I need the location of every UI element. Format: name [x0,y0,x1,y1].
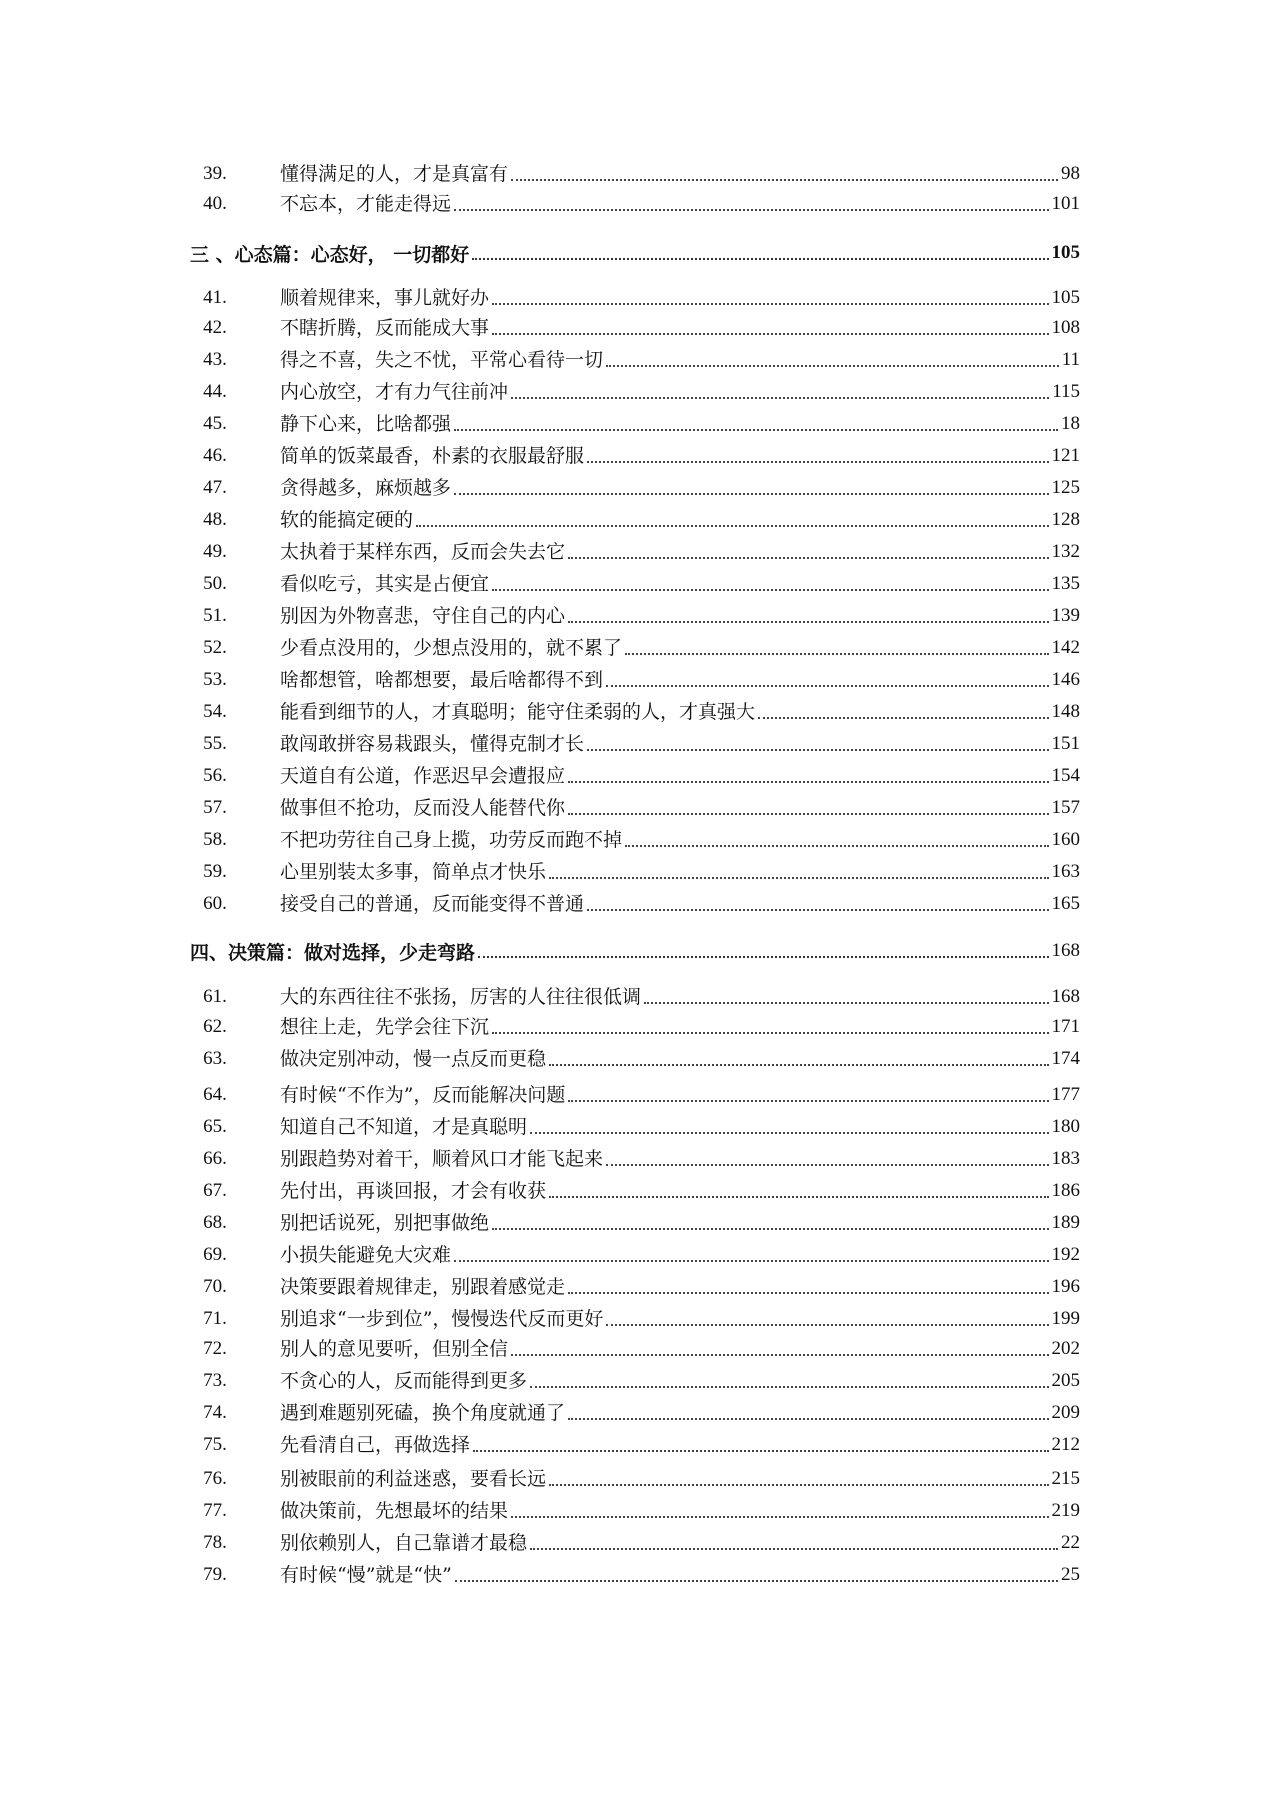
entry-title: 遇到难题别死磕，换个角度就通了 [280,1402,566,1424]
toc-entry [190,570,1080,598]
entry-number: 58. [203,829,227,850]
dot-leader [568,621,1048,623]
entry-title: 少看点没用的，少想点没用的，就不累了 [280,637,623,659]
entry-number: 74. [203,1402,227,1423]
entry-number: 67. [203,1180,227,1201]
toc-entry [190,634,1080,662]
dot-leader [568,1292,1048,1294]
entry-title: 大的东西往往不张扬，厉害的人往往很低调 [280,986,642,1008]
dot-leader [530,1548,1058,1550]
toc-entry [190,314,1080,342]
page-number: 151 [1051,733,1080,754]
dot-leader [511,1516,1048,1518]
dot-leader [644,1002,1048,1004]
toc-entry [190,1241,1080,1269]
dot-leader [511,1354,1048,1356]
toc-entry [190,1045,1080,1073]
entry-title: 别因为外物喜悲，守住自己的内心 [280,605,566,627]
toc-entry [190,983,1080,1011]
dot-leader [625,845,1048,847]
toc-section-heading [190,238,1080,268]
entry-title: 内心放空，才有力气往前冲 [280,381,509,403]
entry-number: 44. [203,381,227,402]
dot-leader [568,1100,1048,1102]
dot-leader [587,461,1048,463]
dot-leader [492,1228,1048,1230]
dot-leader [472,258,1048,260]
dot-leader [587,909,1048,911]
page-number: 146 [1051,669,1080,690]
dot-leader [568,781,1048,783]
entry-title: 不瞎折腾，反而能成大事 [280,317,490,339]
page-number: 128 [1051,509,1080,530]
dot-leader [568,557,1048,559]
toc-entry [190,1431,1080,1459]
page-number: 177 [1051,1084,1080,1105]
entry-title: 天道自有公道，作恶迟早会遭报应 [280,765,566,787]
dot-leader [549,1196,1048,1198]
toc-entry [190,1529,1080,1557]
page-number: 212 [1051,1434,1080,1455]
page-number: 202 [1051,1338,1080,1359]
page-number: 148 [1051,701,1080,722]
entry-number: 79. [203,1564,227,1585]
dot-leader [492,303,1048,305]
dot-leader [568,1418,1048,1420]
toc-entry [190,794,1080,822]
entry-title: 别追求“一步到位”，慢慢迭代反而更好 [280,1308,604,1330]
toc-entry [190,666,1080,694]
entry-title: 有时候“慢”就是“快” [280,1564,452,1586]
dot-leader [492,1032,1048,1034]
toc-entry [190,730,1080,758]
page-number: 105 [1051,242,1080,263]
page-number: 186 [1051,1180,1080,1201]
page-number: 22 [1061,1532,1080,1553]
toc-entry [190,762,1080,790]
entry-number: 64. [203,1084,227,1105]
page-number: 205 [1051,1370,1080,1391]
entry-title: 有时候“不作为”，反而能解决问题 [280,1084,566,1106]
entry-number: 43. [203,349,227,370]
page-number: 115 [1052,381,1080,402]
toc-entry [190,1273,1080,1301]
toc-entry [190,160,1080,188]
dot-leader [606,1164,1048,1166]
toc-entry [190,1399,1080,1427]
entry-title: 别把话说死，别把事做绝 [280,1212,490,1234]
toc-entry [190,602,1080,630]
entry-title: 太执着于某样东西，反而会失去它 [280,541,566,563]
entry-title: 别人的意见要听，但别全信 [280,1338,509,1360]
dot-leader [454,209,1048,211]
dot-leader [478,956,1048,958]
entry-title: 不把功劳往自己身上揽，功劳反而跑不掉 [280,829,623,851]
entry-title: 顺着规律来，事儿就好办 [280,287,490,309]
entry-title: 先看清自己，再做选择 [280,1434,471,1456]
page-number: 139 [1051,605,1080,626]
toc-entry [190,698,1080,726]
page-number: 183 [1051,1148,1080,1169]
dot-leader [549,1064,1048,1066]
entry-number: 56. [203,765,227,786]
toc-section-heading [190,936,1080,966]
section-title: 四、决策篇：做对选择，少走弯路 [190,941,476,964]
entry-number: 66. [203,1148,227,1169]
entry-number: 62. [203,1016,227,1037]
entry-number: 41. [203,287,227,308]
entry-number: 39. [203,163,227,184]
page-number: 168 [1051,986,1080,1007]
toc-entry [190,378,1080,406]
entry-number: 76. [203,1468,227,1489]
page-number: 196 [1051,1276,1080,1297]
page-number: 215 [1051,1468,1080,1489]
toc-entry [190,284,1080,312]
entry-title: 能看到细节的人，才真聪明；能守住柔弱的人，才真强大 [280,701,756,723]
entry-title: 懂得满足的人，才是真富有 [280,163,509,185]
entry-number: 75. [203,1434,227,1455]
entry-title: 看似吃亏，其实是占便宜 [280,573,490,595]
entry-number: 40. [203,193,227,214]
entry-number: 71. [203,1308,227,1329]
entry-title: 贪得越多，麻烦越多 [280,477,452,499]
entry-number: 46. [203,445,227,466]
entry-title: 别依赖别人，自己靠谱才最稳 [280,1532,528,1554]
entry-number: 52. [203,637,227,658]
dot-leader [530,1386,1048,1388]
dot-leader [606,1324,1048,1326]
page-number: 168 [1051,940,1080,961]
dot-leader [416,525,1048,527]
entry-title: 别被眼前的利益迷惑，要看长远 [280,1468,547,1490]
entry-title: 决策要跟着规律走，别跟着感觉走 [280,1276,566,1298]
entry-number: 78. [203,1532,227,1553]
entry-number: 53. [203,669,227,690]
page-number: 154 [1051,765,1080,786]
page-number: 108 [1051,317,1080,338]
dot-leader [530,1132,1048,1134]
entry-number: 73. [203,1370,227,1391]
toc-entry [190,1335,1080,1363]
toc-entry [190,1497,1080,1525]
toc-entry [190,826,1080,854]
toc-entry [190,1013,1080,1041]
dot-leader [454,1260,1048,1262]
toc-entry [190,506,1080,534]
entry-number: 47. [203,477,227,498]
entry-title: 心里别装太多事，简单点才快乐 [280,861,547,883]
entry-title: 做决策前，先想最坏的结果 [280,1500,509,1522]
page-number: 11 [1061,349,1080,370]
toc-entry [190,346,1080,374]
toc-entry [190,538,1080,566]
page-number: 192 [1051,1244,1080,1265]
toc-entry [190,190,1080,218]
entry-number: 68. [203,1212,227,1233]
dot-leader [568,813,1048,815]
entry-number: 50. [203,573,227,594]
dot-leader [549,1484,1048,1486]
entry-title: 做决定别冲动，慢一点反而更稳 [280,1048,547,1070]
page-number: 101 [1051,193,1080,214]
entry-title: 接受自己的普通，反而能变得不普通 [280,893,585,915]
page-number: 209 [1051,1402,1080,1423]
entry-title: 不贪心的人，反而能得到更多 [280,1370,528,1392]
entry-number: 54. [203,701,227,722]
entry-title: 别跟趋势对着干，顺着风口才能飞起来 [280,1148,604,1170]
entry-number: 57. [203,797,227,818]
dot-leader [492,333,1048,335]
page-number: 180 [1051,1116,1080,1137]
toc-entry [190,410,1080,438]
entry-title: 不忘本，才能走得远 [280,193,452,215]
toc-entry [190,1209,1080,1237]
page-number: 121 [1051,445,1080,466]
page-number: 219 [1051,1500,1080,1521]
toc-entry [190,1465,1080,1493]
toc-entry [190,1305,1080,1333]
dot-leader [454,429,1058,431]
dot-leader [454,493,1048,495]
page-number: 132 [1051,541,1080,562]
toc-entry [190,1367,1080,1395]
entry-number: 55. [203,733,227,754]
page-number: 125 [1051,477,1080,498]
toc-entry [190,474,1080,502]
dot-leader [511,179,1058,181]
page-number: 135 [1051,573,1080,594]
toc-entry [190,442,1080,470]
entry-title: 软的能搞定硬的 [280,509,414,531]
entry-number: 45. [203,413,227,434]
entry-title: 小损失能避免大灾难 [280,1244,452,1266]
entry-title: 静下心来，比啥都强 [280,413,452,435]
toc-entry [190,890,1080,918]
page-number: 142 [1051,637,1080,658]
entry-title: 得之不喜，失之不忧，平常心看待一切 [280,349,604,371]
dot-leader [625,653,1048,655]
entry-number: 65. [203,1116,227,1137]
dot-leader [492,589,1048,591]
entry-number: 72. [203,1338,227,1359]
toc-entry [190,858,1080,886]
page-number: 174 [1051,1048,1080,1069]
entry-title: 先付出，再谈回报，才会有收获 [280,1180,547,1202]
page-number: 25 [1061,1564,1080,1585]
toc-entry [190,1081,1080,1109]
entry-title: 做事但不抢功，反而没人能替代你 [280,797,566,819]
dot-leader [511,397,1049,399]
entry-number: 60. [203,893,227,914]
entry-number: 70. [203,1276,227,1297]
entry-number: 59. [203,861,227,882]
dot-leader [473,1450,1048,1452]
entry-number: 69. [203,1244,227,1265]
toc-entry [190,1177,1080,1205]
dot-leader [758,717,1048,719]
entry-number: 63. [203,1048,227,1069]
page-number: 105 [1051,287,1080,308]
entry-title: 敢闯敢拼容易栽跟头，懂得克制才长 [280,733,585,755]
dot-leader [549,877,1048,879]
entry-number: 51. [203,605,227,626]
dot-leader [587,749,1048,751]
page-number: 189 [1051,1212,1080,1233]
entry-title: 简单的饭菜最香，朴素的衣服最舒服 [280,445,585,467]
dot-leader [606,685,1048,687]
toc-entry [190,1561,1080,1589]
page-number: 199 [1051,1308,1080,1329]
page-number: 98 [1061,163,1080,184]
entry-number: 77. [203,1500,227,1521]
page-number: 165 [1051,893,1080,914]
dot-leader [455,1580,1058,1582]
entry-number: 61. [203,986,227,1007]
page-number: 160 [1051,829,1080,850]
section-title: 三 、心态篇：心态好， 一切都好 [190,243,470,266]
entry-number: 42. [203,317,227,338]
entry-number: 48. [203,509,227,530]
dot-leader [606,365,1059,367]
entry-title: 想往上走，先学会往下沉 [280,1016,490,1038]
entry-title: 知道自己不知道，才是真聪明 [280,1116,528,1138]
page-number: 171 [1051,1016,1080,1037]
page-number: 157 [1051,797,1080,818]
page-number: 163 [1051,861,1080,882]
toc-entry [190,1113,1080,1141]
entry-number: 49. [203,541,227,562]
page-number: 18 [1061,413,1080,434]
toc-entry [190,1145,1080,1173]
entry-title: 啥都想管，啥都想要，最后啥都得不到 [280,669,604,691]
